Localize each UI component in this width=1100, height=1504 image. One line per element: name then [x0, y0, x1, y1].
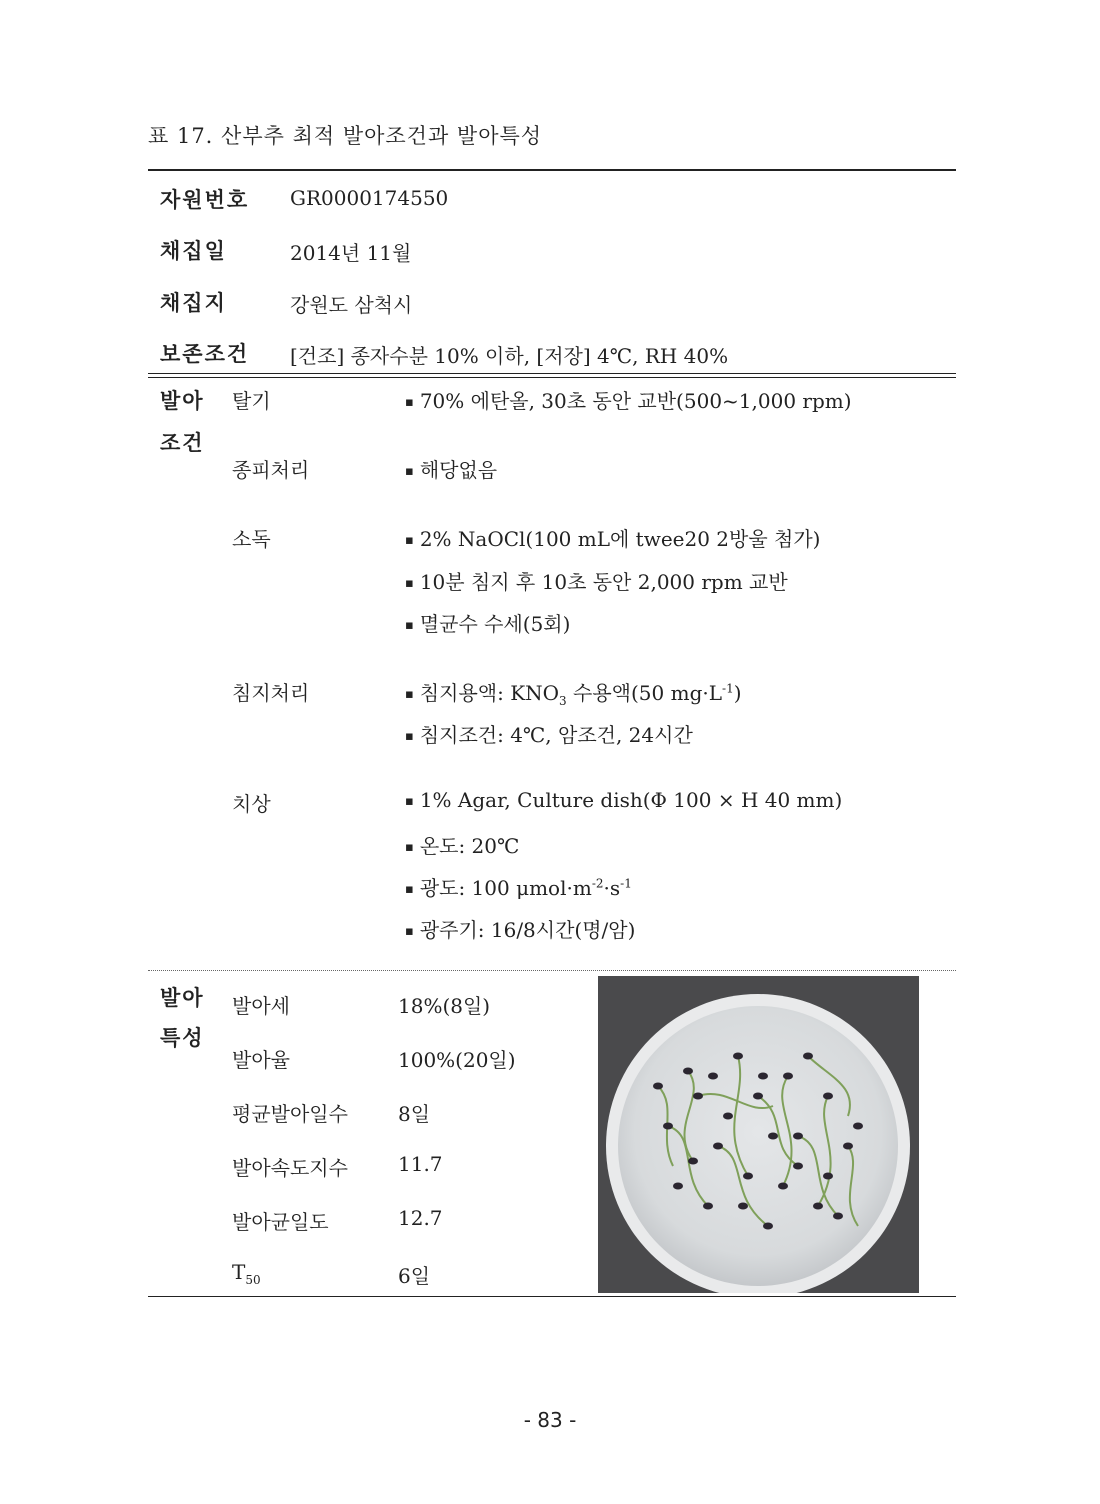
info-value-storage: [건조] 종자수분 10% 이하, [저장] 4℃, RH 40%	[290, 344, 729, 368]
t50-main: T	[232, 1260, 246, 1284]
table-caption: 표 17. 산부추 최적 발아조건과 발아특성	[148, 124, 543, 148]
superscript: -2	[591, 876, 604, 891]
characteristics-header-1: 발아	[160, 986, 205, 1010]
condition-item: ▪ 해당없음	[405, 454, 497, 483]
condition-item	[405, 872, 632, 901]
condition-item: ▪ 1% Agar, Culture dish(Φ 100 × H 40 mm)	[405, 788, 842, 812]
petri-dish-illustration	[598, 976, 919, 1293]
dotted-separator	[148, 970, 956, 971]
conditions-header-1: 발아	[160, 389, 205, 413]
condition-name-disinfection: 소독	[232, 527, 271, 551]
subscript: 3	[559, 694, 567, 708]
condition-item: ▪ 2% NaOCl(100 mL에 twee20 2방울 첨가)	[405, 523, 820, 552]
germination-photo	[598, 976, 919, 1293]
double-rule-bottom	[148, 377, 956, 378]
superscript: -1	[722, 681, 734, 696]
condition-text: 광도: 100 μmol·m	[419, 876, 592, 900]
condition-item	[405, 677, 742, 708]
superscript: -1	[620, 876, 632, 891]
conditions-header-2: 조건	[160, 431, 205, 455]
char-value-t50: 6일	[398, 1264, 431, 1288]
info-value-collection-site: 강원도 삼척시	[290, 293, 413, 317]
condition-item: ▪ 광주기: 16/8시간(명/암)	[405, 914, 635, 943]
condition-name-plating: 치상	[232, 792, 271, 816]
info-label-collection-date: 채집일	[160, 239, 227, 263]
char-value-speed-index: 11.7	[398, 1152, 443, 1176]
char-name-t50	[232, 1260, 261, 1287]
char-value-mean-days: 8일	[398, 1102, 431, 1126]
condition-text: 수용액(50 mg·L	[566, 681, 723, 705]
char-name-mean-days: 평균발아일수	[232, 1102, 348, 1126]
t50-sub: 50	[245, 1273, 261, 1287]
info-label-storage: 보존조건	[160, 342, 250, 366]
condition-item: ▪ 침지조건: 4℃, 암조건, 24시간	[405, 719, 693, 748]
page-number: - 83 -	[523, 1408, 577, 1432]
char-name-vigor: 발아세	[232, 994, 290, 1018]
char-name-rate: 발아율	[232, 1048, 290, 1072]
condition-name-seedcoat: 종피처리	[232, 458, 310, 482]
info-label-resource-no: 자원번호	[160, 188, 250, 212]
condition-text: 침지용액: KNO	[419, 681, 560, 705]
info-value-collection-date: 2014년 11월	[290, 241, 412, 265]
double-rule-top	[148, 373, 956, 374]
condition-text: )	[733, 681, 742, 705]
condition-name-soaking: 침지처리	[232, 681, 310, 705]
condition-item: ▪ 멸균수 수세(5회)	[405, 608, 570, 637]
condition-name-degassing: 탈기	[232, 389, 271, 413]
char-value-uniformity: 12.7	[398, 1206, 443, 1230]
characteristics-header-2: 특성	[160, 1026, 205, 1050]
condition-item: ▪ 10분 침지 후 10초 동안 2,000 rpm 교반	[405, 566, 788, 595]
top-rule	[148, 169, 956, 171]
agar-surface	[618, 1006, 898, 1286]
char-value-vigor: 18%(8일)	[398, 994, 491, 1018]
info-label-collection-site: 채집지	[160, 291, 227, 315]
char-name-uniformity: 발아균일도	[232, 1210, 329, 1234]
bottom-rule	[148, 1296, 956, 1297]
char-value-rate: 100%(20일)	[398, 1048, 516, 1072]
condition-item: ▪ 70% 에탄올, 30초 동안 교반(500~1,000 rpm)	[405, 385, 852, 414]
condition-item: ▪ 온도: 20℃	[405, 830, 519, 859]
char-name-speed-index: 발아속도지수	[232, 1156, 348, 1180]
info-value-resource-no: GR0000174550	[290, 186, 449, 210]
condition-text: ·s	[603, 876, 621, 900]
